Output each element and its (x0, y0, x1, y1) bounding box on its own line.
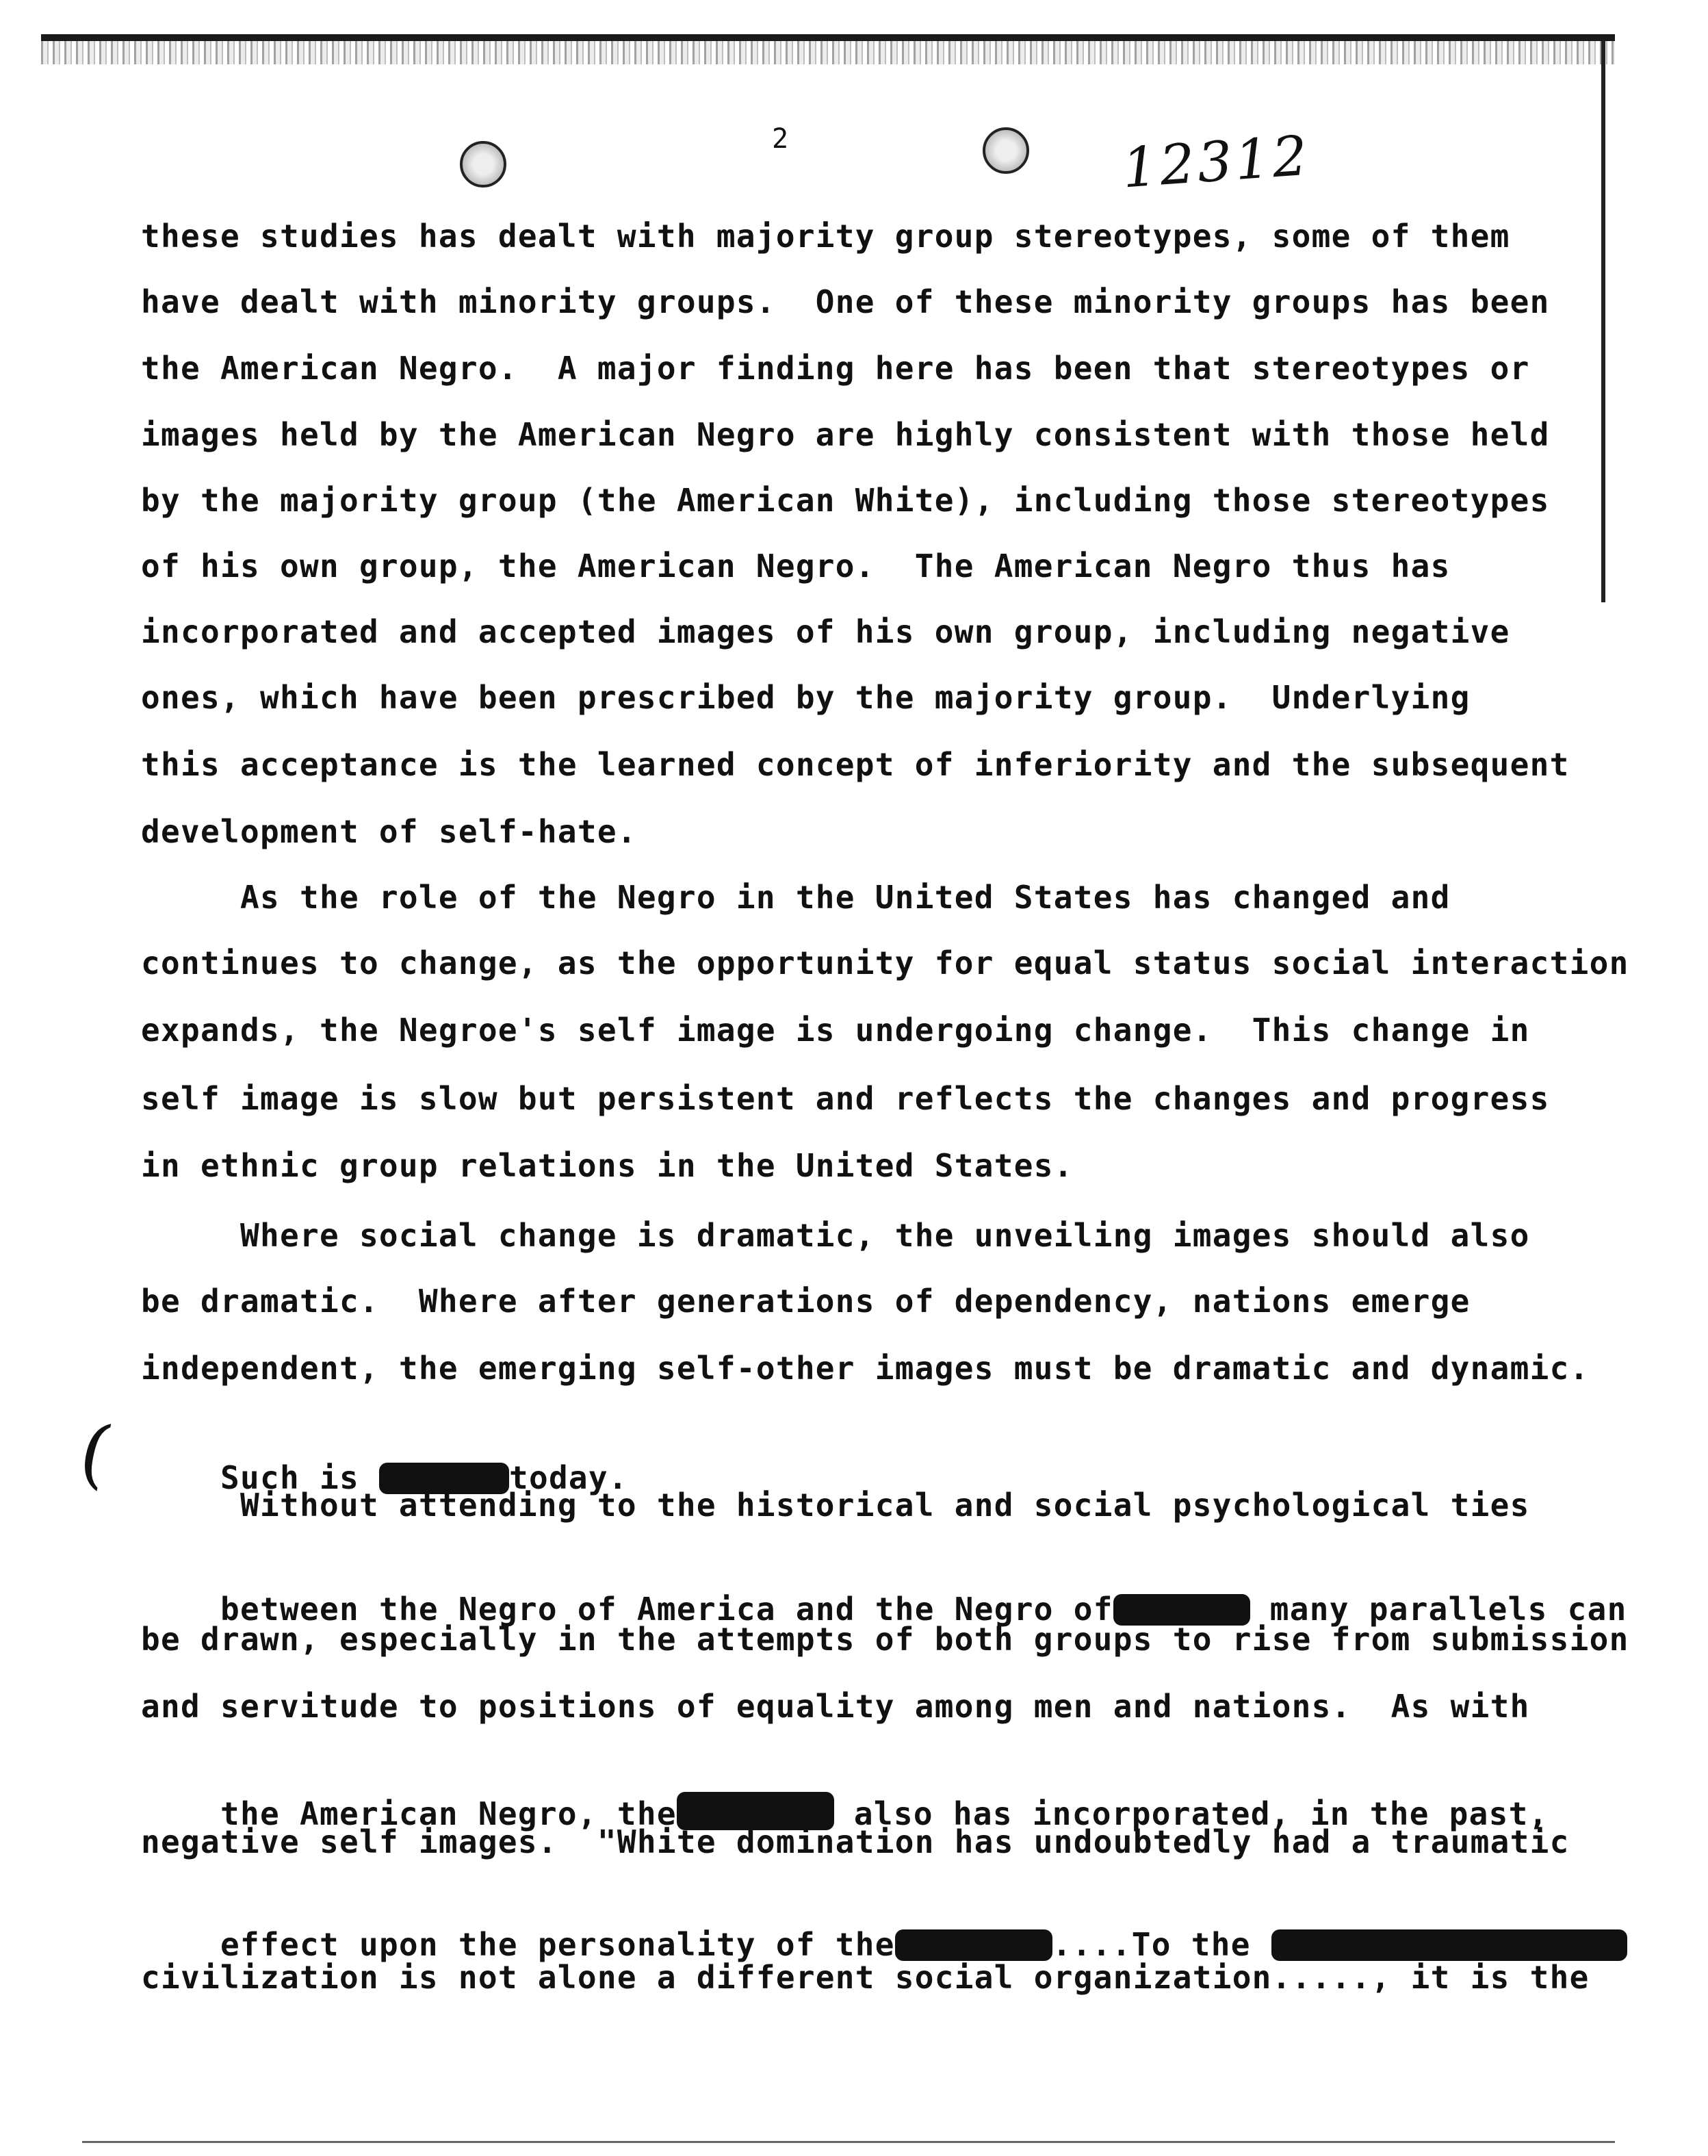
punch-hole-left-icon (460, 141, 506, 188)
text-line: independent, the emerging self-other images must be dramatic and dynamic. (141, 1350, 1590, 1387)
text-line: and servitude to positions of equality among men and nations. As with (141, 1688, 1530, 1725)
text-line: be drawn, especially in the attempts of both groups to rise from submission (141, 1621, 1629, 1658)
text-line: negative self images. "White domination has undoubtedly had a traumatic (141, 1823, 1570, 1860)
top-edge-rule (41, 34, 1615, 41)
text-line: the American Negro. A major finding here has been that stereotypes or (141, 350, 1530, 387)
text-segment: Such is (220, 1459, 379, 1496)
text-line: have dealt with minority groups. One of these minority groups has been (141, 283, 1550, 320)
text-segment: today. (508, 1459, 628, 1496)
text-segment: also has incorporated, in the past, (833, 1795, 1549, 1832)
text-line: of his own group, the American Negro. The American Negro thus has (141, 548, 1451, 585)
text-line: continues to change, as the opportunity for equal status social interaction (141, 945, 1629, 981)
margin-handwritten-mark: ( (72, 1406, 119, 1499)
text-line: images held by the American Negro are highly consistent with those held (141, 416, 1550, 453)
text-segment: many parallels can (1250, 1591, 1627, 1628)
page-number: 2 (772, 123, 789, 155)
bottom-edge-rule (82, 2141, 1615, 2143)
text-line: ones, which have been prescribed by the majority group. Underlying (141, 679, 1471, 716)
text-segment: between the Negro of America and the Negro of (220, 1591, 1113, 1628)
text-segment: ....To the (1052, 1926, 1251, 1963)
text-line: Without attending to the historical and social psychological ties (141, 1487, 1530, 1524)
text-line: civilization is not alone a different social organization....., it is the (141, 1959, 1590, 1996)
text-segment: the American Negro, the (220, 1795, 677, 1832)
text-line: Where social change is dramatic, the unveiling images should also (141, 1217, 1530, 1254)
text-line: this acceptance is the learned concept of inferiority and the subsequent (141, 746, 1570, 783)
right-edge-rule (1601, 41, 1605, 602)
punch-hole-right-icon (983, 127, 1029, 174)
text-line: in ethnic group relations in the United States. (141, 1147, 1074, 1184)
text-segment: effect upon the personality of the (220, 1926, 895, 1963)
text-line: by the majority group (the American White), including those stereotypes (141, 482, 1550, 519)
handwritten-number: 12312 (1120, 123, 1312, 201)
text-line: expands, the Negroe's self image is undergoing change. This change in (141, 1012, 1530, 1049)
redaction-block (895, 1929, 1052, 1961)
text-line: self image is slow but persistent and reflects the changes and progress (141, 1080, 1550, 1117)
text-line: these studies has dealt with majority group stereotypes, some of them (141, 218, 1510, 255)
scan-artifact-band (41, 37, 1615, 64)
redaction-block (1271, 1929, 1627, 1961)
text-line: be dramatic. Where after generations of dependency, nations emerge (141, 1283, 1471, 1320)
text-line: development of self-hate. (141, 813, 637, 850)
text-line: incorporated and accepted images of his own group, including negative (141, 613, 1510, 650)
text-line: As the role of the Negro in the United States has changed and (141, 879, 1451, 916)
